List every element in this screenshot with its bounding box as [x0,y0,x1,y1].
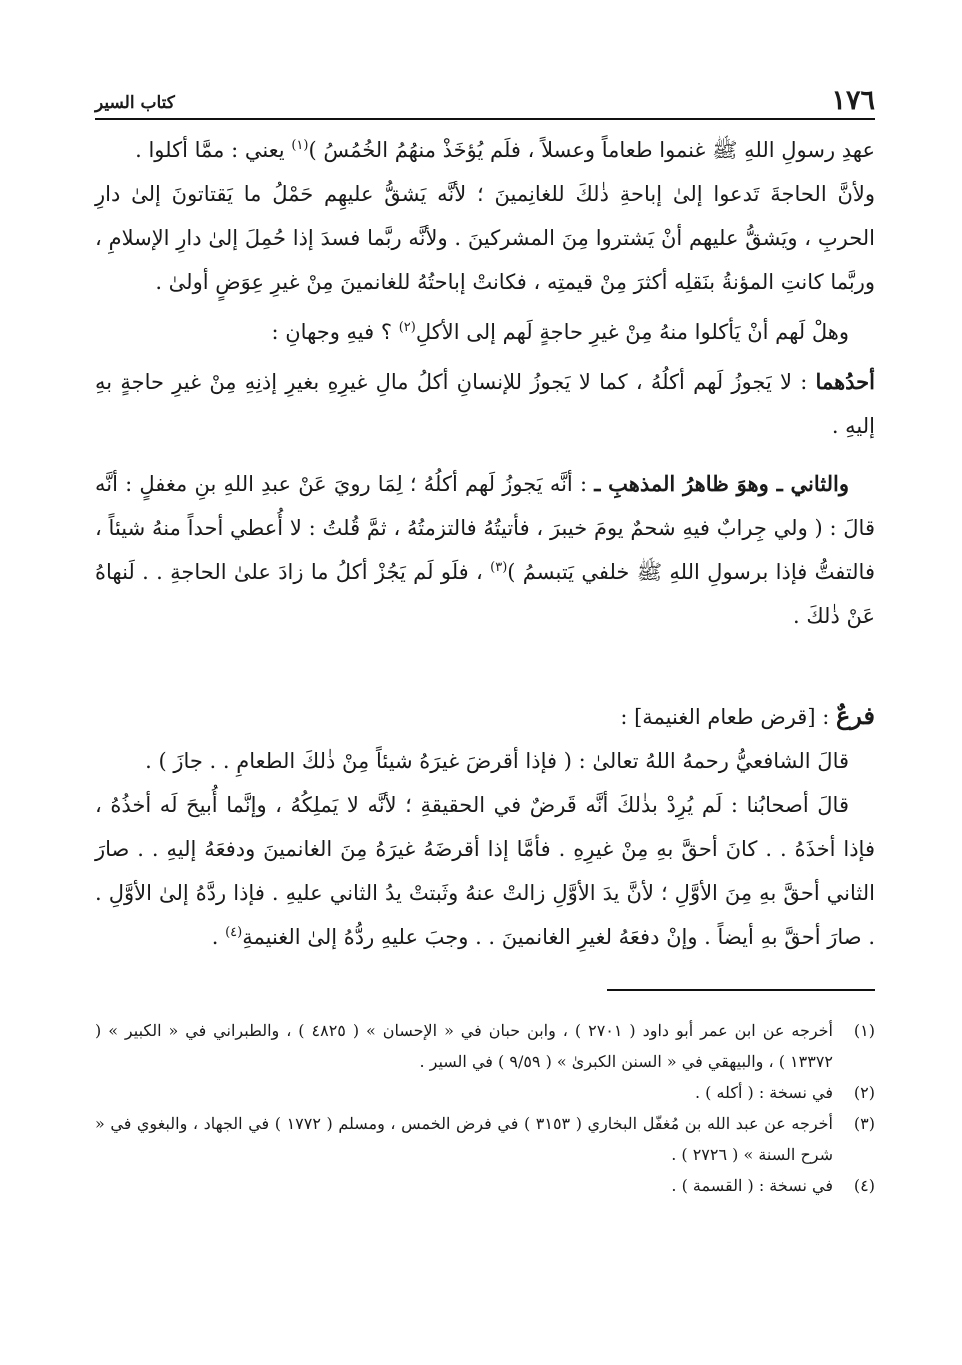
footnote [95,1170,875,1201]
footnote [95,1108,875,1170]
paragraph-text: ، فلَو لَم يَجُزْ أكلُ ما زادَ علىٰ الحاجةِ . . لَنهاهُ عَنْ ذٰلكَ . [95,560,875,628]
footnote-reference: (٣) [490,560,508,575]
footnote [95,1015,875,1077]
paragraph [95,310,875,354]
paragraph [95,360,875,448]
section-title: : [قرض طعام الغنيمة] : [620,705,836,729]
paragraph-text: وهلْ لَهم أنْ يَأكلوا منهُ مِنْ غيرِ حاجةٍ لَهم إلى الأكلِ [415,320,849,344]
running-title: كتاب السير [95,93,175,113]
paragraph-text: . [211,925,226,949]
footnote-number: (٤) [853,1176,875,1195]
footnote [95,1077,875,1108]
paragraph [95,128,875,172]
footnote-number: (٢) [853,1083,875,1102]
footnote-reference: (١) [291,138,309,153]
paragraph: قالَ الشافعيُّ رحمهُ اللهُ تعالىٰ : ( فإذا أقرضَ غيرَهُ شيئاً مِنْ ذٰلكَ الطعامِ . . جازَ ) . [145,749,849,773]
paragraph [95,462,875,638]
paragraph-text: قالَ أصحابُنا : لَم يُرِدْ بذٰلكَ أنَّه قَرضٌ في الحقيقةِ ؛ لأنَّه لا يَملِكُهُ ، وإنَّما أُبيحَ لَه أخذُهُ ، فإذا أخذَهُ . . كانَ أحقَّ بهِ مِنْ غيرِهِ . فأمَّا إذا أقرضَهُ غيرَهُ مِنَ الغانمينَ ودفعَهُ إليهِ . . صارَ الثاني أحقَّ بهِ مِنَ الأوَّلِ ؛ لأنَّ يدَ الأوَّلِ زالتْ عنهُ وثَبتتْ يدُ الثاني عليهِ . فإذا ردَّهُ إلىٰ الأوَّلِ . . صارَ أحقَّ بهِ أيضاً . وإنْ دفعَهُ لغيرِ الغانمينَ . . وجبَ عليهِ ردُّهُ إلىٰ الغنيمةِ [95,793,875,949]
paragraph-text: يعني : ممَّا أكلوا . [135,138,292,162]
footnote-reference: (٢) [398,320,416,335]
footnote-text: في نسخة : ( القسمة ) . [671,1176,833,1195]
document-page [95,84,875,1201]
opinion-label: أحدُهما [815,369,875,394]
paragraph-text: : أنَّه يَجوزُ لَهم أكلُهُ ؛ لِمَا رويَ عَنْ عبدِ اللهِ بنِ مغفلٍ : أنَّه قالَ : ( ولي جِرابٌ فيهِ شحمٌ يومَ خيبرَ ، فأتيتُهُ فالتزمتُهُ ، ثمَّ قُلتُ : لا أُعطي أحداً منهُ شيئاً ، فالتفتُّ فإذا برسولِ اللهِ ﷺ خلفي يَتبسمُ ) [95,472,875,584]
paragraph-text: ؟ فيهِ وجهانِ : [271,320,399,344]
footnotes [95,1015,875,1201]
page-number: ١٧٦ [831,85,875,116]
footnote-text: أخرجه عن عبد الله بن مُغفّل البخاري ( ٣١٥٣ ) في فرض الخمس ، ومسلم ( ١٧٧٢ ) في الجهاد ، والبغوي في « شرح السنة » ( ٢٧٢٦ ) . [95,1114,834,1164]
footnote-number: (٣) [853,1114,875,1133]
paragraph-text: : لا يَجوزُ لَهم أكلُهُ ، كما لا يَجوزُ للإنسانِ أكلُ مالِ غيرِهِ بغيرِ إذنِهِ مِنْ غيرِ حاجةٍ بهِ إليهِ . [95,370,875,438]
footnote-text: أخرجه عن ابن عمر أبو داود ( ٢٧٠١ ) ، وابن حبان في « الإحسان » ( ٤٨٢٥ ) ، والطبراني في « الكبير » ( ١٣٣٧٢ ) ، والبيهقي في « السنن الكبرىٰ » ( ٩/٥٩ ) في السير . [95,1021,833,1071]
section-heading [95,694,875,739]
footnote-divider [607,989,875,991]
footnote-reference: (٤) [225,925,243,940]
main-text [95,128,875,959]
paragraph-text: عهدِ رسولِ اللهِ ﷺ غنموا طعاماً وعسلاً ، فلَم يُؤخَذْ منهُمُ الخُمُسُ ) [308,138,875,162]
footnote-number: (١) [853,1021,875,1040]
page-header [95,84,875,120]
opinion-label: والثاني ـ وهوَ ظاهرُ المذهبِ ـ [594,471,849,496]
paragraph: ولأنَّ الحاجةَ تَدعوا إلىٰ إباحةِ ذٰلكَ للغانِمينَ ؛ لأنَّه يَشقُّ عليهِم حَمْلُ ما يَقتاتونَ إلىٰ دارِ الحربِ ، ويَشقُّ عليهم أنْ يَشتروا مِنَ المشركينَ . ولأنَّه ربَّما فسدَ إذا حُمِلَ إلىٰ دارِ الإسلامِ ، وربَّما كانتِ المؤنةُ بنَقلِه أكثرَ مِنْ قيمتِه ، فكانتْ إباحتُهُ للغانمينَ مِنْ غيرِ عِوَضٍ أولىٰ . [95,182,875,294]
paragraph [95,783,875,959]
section-label: فرعٌ [835,701,875,730]
footnote-text: في نسخة : ( أكله ) . [694,1083,833,1102]
